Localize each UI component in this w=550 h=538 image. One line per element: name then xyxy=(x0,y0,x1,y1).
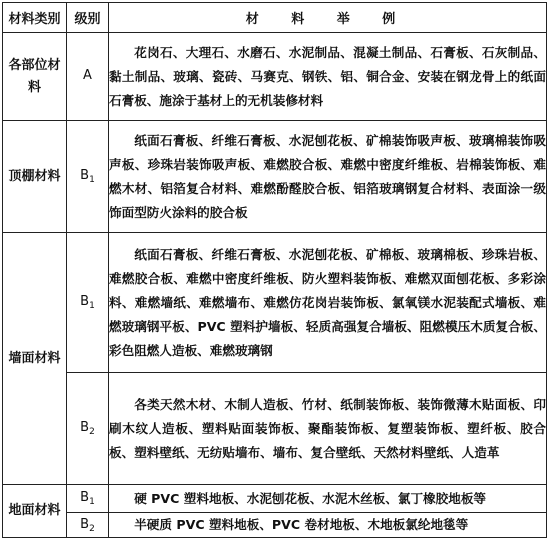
category-cell: 顶棚材料 xyxy=(3,121,67,233)
grade-cell xyxy=(67,233,109,373)
grade-letter: B xyxy=(80,516,90,532)
grade-letter: A xyxy=(83,68,92,83)
examples-cell: 花岗石、大理石、水磨石、水泥制品、混凝土制品、石膏板、石灰制品、黏土制品、玻璃、瓷砖、马赛克、钢铁、铝、铜合金、安装在钢龙骨上的纸面石膏板、施涂于基材上的无机装修材料 xyxy=(109,33,547,121)
table-row xyxy=(3,121,547,233)
grade-subscript: 2 xyxy=(89,427,95,437)
table-row xyxy=(3,373,547,485)
grade-letter: B xyxy=(80,294,90,309)
grade-subscript: 1 xyxy=(89,175,95,185)
grade-letter: B xyxy=(80,168,90,183)
grade-subscript: 1 xyxy=(89,497,95,507)
grade-subscript: 2 xyxy=(89,523,95,534)
materials-table xyxy=(2,2,547,538)
grade-letter: B xyxy=(80,420,90,435)
examples-cell: 硬 PVC 塑料地板、水泥刨花板、水泥木丝板、氯丁橡胶地板等 xyxy=(109,485,547,513)
header-examples: 材 料 举 例 xyxy=(109,3,547,33)
grade-cell xyxy=(67,373,109,485)
header-grade: 级别 xyxy=(67,3,109,33)
examples-cell: 各类天然木材、木制人造板、竹材、纸制装饰板、装饰微薄木贴面板、印刷木纹人造板、塑料贴面装饰板、聚酯装饰板、复塑装饰板、塑纤板、胶合板、塑料壁纸、无纺贴墙布、墙布、复合壁纸、天然材料壁纸、人造革 xyxy=(109,373,547,485)
table-row xyxy=(3,33,547,121)
grade-cell xyxy=(67,485,109,513)
header-row xyxy=(3,3,547,33)
grade-cell xyxy=(67,33,109,121)
examples-cell: 纸面石膏板、纤维石膏板、水泥刨花板、矿棉板、玻璃棉板、珍珠岩板、难燃胶合板、难燃中密度纤维板、防火塑料装饰板、难燃双面刨花板、多彩涂料、难燃墙纸、难燃墙布、难燃仿花岗岩装饰板、氯氧镁水泥装配式墙板、难燃玻璃钢平板、PVC 塑料护墙板、轻质高强复合墙板、阻燃模压木质复合板、彩色阻燃人造板、难燃玻璃钢 xyxy=(109,233,547,373)
category-cell: 地面材料 xyxy=(3,485,67,538)
grade-cell xyxy=(67,513,109,538)
table-row xyxy=(3,485,547,513)
grade-subscript: 1 xyxy=(89,301,95,311)
grade-cell xyxy=(67,121,109,233)
examples-cell: 半硬质 PVC 塑料地板、PVC 卷材地板、木地板氯纶地毯等 xyxy=(109,513,547,538)
grade-letter: B xyxy=(80,490,90,505)
category-cell: 墙面材料 xyxy=(3,233,67,485)
category-cell: 各部位材料 xyxy=(3,33,67,121)
table-row xyxy=(3,513,547,538)
examples-cell: 纸面石膏板、纤维石膏板、水泥刨花板、矿棉装饰吸声板、玻璃棉装饰吸声板、珍珠岩装饰吸声板、难燃胶合板、难燃中密度纤维板、岩棉装饰板、难燃木材、铝箔复合材料、难燃酚醛胶合板、铝箔玻璃钢复合材料、表面涂一级饰面型防火涂料的胶合板 xyxy=(109,121,547,233)
table-row xyxy=(3,233,547,373)
header-category: 材料类别 xyxy=(3,3,67,33)
